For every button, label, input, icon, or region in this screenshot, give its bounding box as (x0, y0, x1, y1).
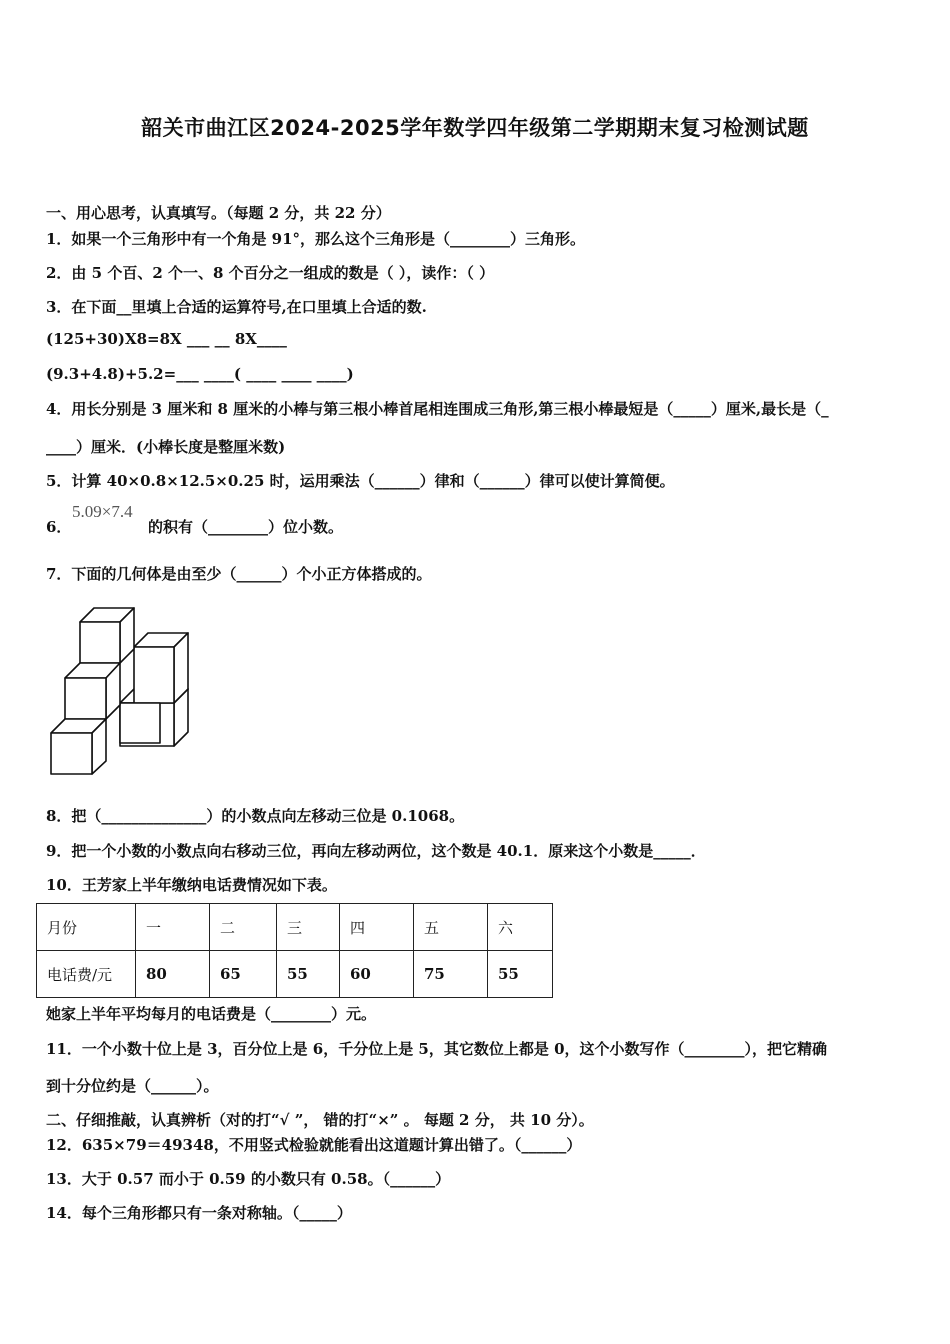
question-3-line-b: (9.3+4.8)+5.2=___ ____( ____ ____ ____) (46, 365, 354, 383)
question-7: 7．下面的几何体是由至少（______）个小正方体搭成的。 (46, 565, 432, 583)
table-cell: 四 (340, 904, 414, 951)
table-row (37, 951, 553, 998)
table-cell: 二 (210, 904, 277, 951)
question-10-b: 她家上半年平均每月的电话费是（________）元。 (46, 1005, 377, 1023)
question-6-text: 的积有（________）位小数。 (148, 518, 344, 536)
question-9: 9．把一个小数的小数点向右移动三位，再向左移动两位，这个数是 40.1．原来这个小数是_____． (46, 842, 706, 860)
table-cell: 五 (414, 904, 488, 951)
table-cell: 三 (277, 904, 340, 951)
question-10: 10．王芳家上半年缴纳电话费情况如下表。 (46, 876, 337, 894)
question-5: 5．计算 40×0.8×12.5×0.25 时，运用乘法（______）律和（______）律可以使计算简便。 (46, 472, 675, 490)
table-header-row (37, 904, 553, 951)
table-cell: 一 (136, 904, 210, 951)
table-cell: 六 (488, 904, 553, 951)
question-8: 8．把（______________）的小数点向左移动三位是 0.1068。 (46, 807, 465, 825)
table-cell: 80 (136, 951, 210, 998)
table-cell: 75 (414, 951, 488, 998)
question-11: 11．一个小数十位上是 3，百分位上是 6，千分位上是 5，其它数位上都是 0，这个小数写作（________），把它精确 (46, 1040, 828, 1058)
section-heading-1: 一、用心思考，认真填写。（每题 2 分，共 22 分） (46, 204, 391, 222)
table-cell: 60 (340, 951, 414, 998)
question-6-number: 6． (46, 518, 72, 536)
table-cell: 55 (277, 951, 340, 998)
question-1: 1．如果一个三角形中有一个角是 91°，那么这个三角形是（________）三角形。 (46, 230, 586, 248)
question-11-continued: 到十分位约是（______）。 (46, 1077, 219, 1095)
question-2: 2．由 5 个百、2 个一、8 个百分之一组成的数是（ ），读作：（ ） (46, 264, 495, 282)
question-6-expression: 5.09×7.4 (72, 502, 133, 521)
question-13: 13．大于 0.57 而小于 0.59 的小数只有 0.58。（______） (46, 1170, 451, 1188)
question-14: 14．每个三角形都只有一条对称轴。（_____） (46, 1204, 352, 1222)
question-3-line-a: (125+30)X8=8X ___ __ 8X____ (46, 330, 287, 348)
question-4-continued: ____）厘米．(小棒长度是整厘米数) (46, 438, 286, 456)
phone-fee-table (36, 903, 553, 998)
page-title: 韶关市曲江区2024-2025学年数学四年级第二学期期末复习检测试题 (141, 116, 809, 140)
table-cell: 电话费/元 (37, 951, 136, 998)
table-cell: 55 (488, 951, 553, 998)
table-cell: 65 (210, 951, 277, 998)
table-cell: 月份 (37, 904, 136, 951)
question-4: 4．用长分别是 3 厘米和 8 厘米的小棒与第三根小棒首尾相连围成三角形,第三根小棒最短是（_____）厘米,最长是（_ (46, 400, 829, 418)
question-3: 3．在下面__里填上合适的运算符号,在口里填上合适的数. (46, 298, 427, 316)
cube-stack-figure (46, 603, 196, 778)
question-12: 12．635×79＝49348，不用竖式检验就能看出这道题计算出错了。（______） (46, 1136, 582, 1154)
section-heading-2: 二、仔细推敲，认真辨析（对的打“√ ”， 错的打“×” 。 每题 2 分， 共 10 分）。 (46, 1111, 594, 1129)
